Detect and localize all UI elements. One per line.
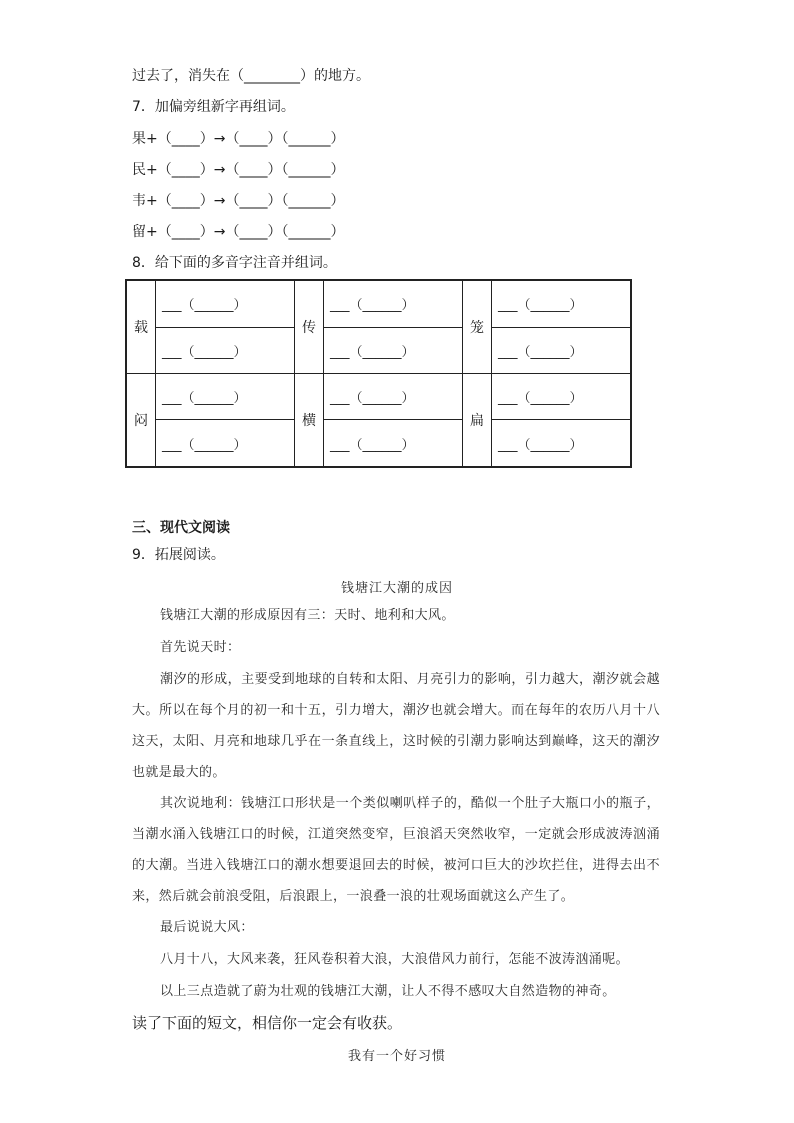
passage-paragraph: 以上三点造就了蔚为壮观的钱塘江大潮，让人不得不感叹大自然造物的神奇。 [160, 984, 616, 999]
pinyin-blank[interactable]: ___（______） [324, 420, 463, 467]
passage-title-2: 我有一个好习惯 [347, 1049, 446, 1064]
polyphone-char: 笼 [463, 280, 492, 374]
pinyin-blank[interactable]: ___（______） [324, 374, 463, 420]
pinyin-blank[interactable]: ___（______） [324, 327, 463, 374]
section-heading: 三、现代文阅读 [132, 520, 230, 536]
polyphone-char: 载 [126, 280, 156, 374]
q10-intro: 读了下面的短文，相信你一定会有收获。 [132, 1014, 403, 1032]
pinyin-blank[interactable]: ___（______） [492, 327, 632, 374]
passage-paragraph: 最后说说大风： [160, 920, 254, 935]
polyphone-table [125, 279, 632, 468]
pinyin-blank[interactable]: ___（______） [156, 420, 295, 467]
polyphone-char: 闷 [126, 374, 156, 468]
q7-row-4: 留+（____）→（____）（______） [132, 224, 345, 240]
q7-title: 7．加偏旁组新字再组词。 [132, 99, 295, 115]
q7-row-3: 韦+（____）→（____）（______） [132, 193, 345, 209]
passage-paragraph: 首先说天时： [160, 640, 241, 655]
q7-row-1: 果+（____）→（____）（______） [132, 131, 345, 147]
passage-title: 钱塘江大潮的成因 [340, 581, 453, 596]
passage-paragraph: 其次说地利：钱塘江口形状是一个类似喇叭样子的，酷似一个肚子大瓶口小的瓶子，当潮水涌入钱塘江口的时候，江道突然变窄，巨浪滔天突然收窄，一定就会形成波涛汹涌的大潮。当进入钱塘江口的潮水想要退回去的时候，被河口巨大的沙坎拦住，进得去出不来，然后就会前浪受阻，后浪跟上，一浪叠一浪的壮观场面就这么产生了。 [132, 796, 660, 904]
polyphone-char: 横 [295, 374, 324, 468]
q9-title: 9．拓展阅读。 [132, 547, 225, 563]
passage-paragraph: 八月十八，大风来袭，狂风卷积着大浪，大浪借风力前行，怎能不波涛汹涌呢。 [160, 952, 630, 967]
pinyin-blank[interactable]: ___（______） [492, 420, 632, 467]
pinyin-blank[interactable]: ___（______） [492, 280, 632, 327]
pinyin-blank[interactable]: ___（______） [156, 280, 295, 327]
polyphone-char: 扁 [463, 374, 492, 468]
q8-title: 8．给下面的多音字注音并组词。 [132, 255, 337, 271]
pinyin-blank[interactable]: ___（______） [492, 374, 632, 420]
pinyin-blank[interactable]: ___（______） [324, 280, 463, 327]
passage-paragraph: 钱塘江大潮的形成原因有三：天时、地利和大风。 [160, 608, 455, 623]
pinyin-blank[interactable]: ___（______） [156, 374, 295, 420]
pinyin-blank[interactable]: ___（______） [156, 327, 295, 374]
polyphone-char: 传 [295, 280, 324, 374]
passage-paragraph: 潮汐的形成，主要受到地球的自转和太阳、月亮引力的影响，引力越大，潮汐就会越大。所以在每个月的初一和十五，引力增大，潮汐也就会增大。而在每年的农历八月十八这天，太阳、月亮和地球几乎在一条直线上，这时候的引潮力影响达到巅峰，这天的潮汐也就是最大的。 [132, 672, 660, 780]
q7-row-2: 民+（____）→（____）（______） [132, 162, 345, 178]
top-line: 过去了，消失在（________）的地方。 [132, 68, 370, 84]
